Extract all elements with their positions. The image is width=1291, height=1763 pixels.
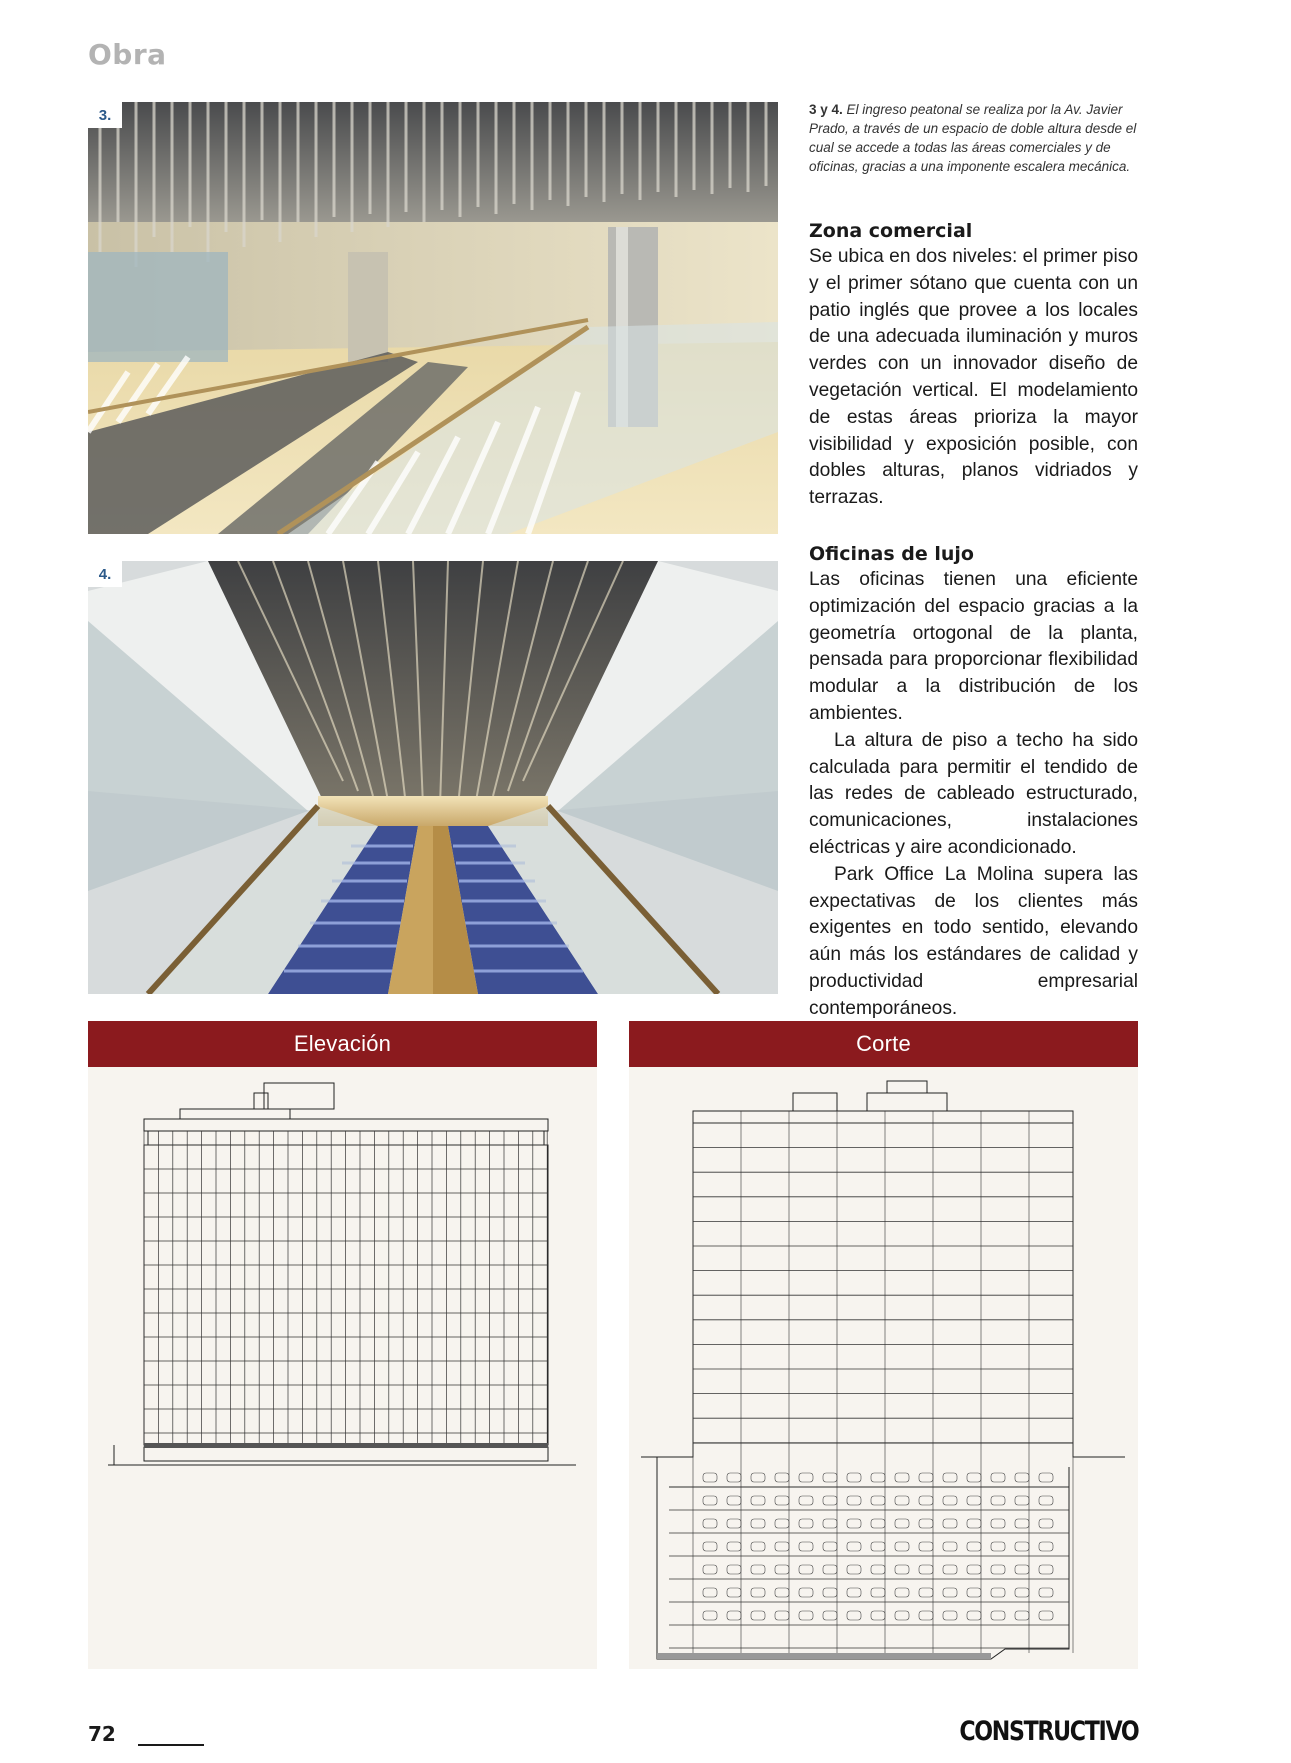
section-parked-car <box>943 1542 957 1551</box>
section-parked-car <box>823 1496 837 1505</box>
section-parked-car <box>823 1519 837 1528</box>
section-parked-car <box>775 1496 789 1505</box>
section-parked-car <box>799 1473 813 1482</box>
section-parked-car <box>775 1542 789 1551</box>
section-parked-car <box>703 1588 717 1597</box>
section-parked-car <box>871 1565 885 1574</box>
section-parked-car <box>991 1496 1005 1505</box>
section-parked-car <box>1015 1519 1029 1528</box>
section-parked-car <box>871 1473 885 1482</box>
section-parked-car <box>895 1473 909 1482</box>
section-parked-car <box>919 1611 933 1620</box>
section-parked-car <box>967 1473 981 1482</box>
section-parked-car <box>943 1496 957 1505</box>
section-parked-car <box>751 1565 765 1574</box>
photo-escalator-lobby <box>88 102 778 534</box>
elevation-title: Elevación <box>88 1021 597 1067</box>
section-parked-car <box>1039 1588 1053 1597</box>
caption-lead: 3 y 4. <box>809 102 843 117</box>
brand-logo: CONSTRUCTIVO <box>958 1716 1138 1747</box>
section-parked-car <box>943 1565 957 1574</box>
page-number: 72 <box>88 1722 116 1746</box>
section-parked-car <box>871 1611 885 1620</box>
paragraph-zona-comercial: Se ubica en dos niveles: el primer piso y el primer sótano que cuenta con un patio inglés que provee a los locales de una adecuada iluminación y muros verdes con un innovador diseño de vegetación vertical. El modelamiento de estas áreas prioriza la mayor visibilidad y exposición posible, con dobles alturas, planos vidriados y terrazas. <box>809 246 1138 509</box>
paragraph-oficinas-1: Las oficinas tienen una eficiente optimización del espacio gracias a la geometría ortogonal de la planta, pensada para proporcionar flexibilidad modular a la distribución de los ambientes. <box>809 569 1138 724</box>
section-parked-car <box>1015 1611 1029 1620</box>
photo-number-4: 4. <box>88 561 122 587</box>
section-oficinas-de-lujo <box>809 541 1138 1023</box>
elevation-drawing-panel <box>88 1021 597 1669</box>
section-parked-car <box>895 1542 909 1551</box>
heading-oficinas-de-lujo: Oficinas de lujo <box>809 543 974 565</box>
section-parked-car <box>1015 1496 1029 1505</box>
section-parked-car <box>871 1588 885 1597</box>
section-parked-car <box>967 1588 981 1597</box>
section-parked-car <box>967 1565 981 1574</box>
section-parked-car <box>823 1473 837 1482</box>
section-parked-car <box>751 1473 765 1482</box>
section-parked-car <box>895 1519 909 1528</box>
photo-escalator-view <box>88 561 778 994</box>
section-parked-car <box>895 1588 909 1597</box>
section-parked-car <box>943 1519 957 1528</box>
section-parked-car <box>919 1588 933 1597</box>
section-label: Obra <box>88 38 167 71</box>
section-parked-car <box>919 1542 933 1551</box>
section-parked-car <box>823 1542 837 1551</box>
section-parked-car <box>871 1496 885 1505</box>
section-parked-car <box>703 1496 717 1505</box>
section-parked-car <box>799 1611 813 1620</box>
section-parked-car <box>727 1473 741 1482</box>
section-parked-car <box>919 1565 933 1574</box>
section-parked-car <box>799 1565 813 1574</box>
section-parked-car <box>799 1588 813 1597</box>
section-parked-car <box>967 1519 981 1528</box>
section-parked-car <box>703 1473 717 1482</box>
photo-number-3: 3. <box>88 102 122 128</box>
section-parked-car <box>1015 1588 1029 1597</box>
section-parked-car <box>1015 1473 1029 1482</box>
section-parked-car <box>823 1565 837 1574</box>
section-zona-comercial <box>809 218 1138 512</box>
section-drawing <box>629 1067 1138 1669</box>
section-parked-car <box>919 1496 933 1505</box>
section-parked-car <box>991 1519 1005 1528</box>
section-parked-car <box>823 1611 837 1620</box>
section-parked-car <box>823 1588 837 1597</box>
section-parked-car <box>727 1542 741 1551</box>
section-parked-car <box>991 1542 1005 1551</box>
caption-text: El ingreso peatonal se realiza por la Av. Javier Prado, a través de un espacio de doble altura desde el cual se accede a todas las áreas comerciales y de oficinas, gracias a una imponente escalera mecánica. <box>809 102 1137 174</box>
section-parked-car <box>991 1473 1005 1482</box>
section-parked-car <box>967 1542 981 1551</box>
section-parked-car <box>799 1542 813 1551</box>
section-parked-car <box>1039 1542 1053 1551</box>
section-parked-car <box>751 1496 765 1505</box>
section-parked-car <box>751 1542 765 1551</box>
section-parked-car <box>847 1496 861 1505</box>
section-parked-car <box>751 1588 765 1597</box>
paragraph-oficinas-3: Park Office La Molina supera las expectativas de los clientes más exigentes en todo sentido, elevando aún más los estándares de calidad y productividad empresarial contemporáneos. <box>809 863 1138 1019</box>
section-parked-car <box>847 1565 861 1574</box>
section-parked-car <box>799 1496 813 1505</box>
section-parked-car <box>1015 1542 1029 1551</box>
section-parked-car <box>943 1611 957 1620</box>
section-parked-car <box>727 1496 741 1505</box>
section-parked-car <box>847 1473 861 1482</box>
footer-rule <box>138 1744 204 1746</box>
section-parked-car <box>991 1565 1005 1574</box>
section-parked-car <box>919 1519 933 1528</box>
section-parked-car <box>775 1611 789 1620</box>
section-parked-car <box>703 1542 717 1551</box>
section-parked-car <box>1039 1473 1053 1482</box>
heading-zona-comercial: Zona comercial <box>809 220 973 242</box>
section-parked-car <box>919 1473 933 1482</box>
section-parked-car <box>751 1519 765 1528</box>
section-parked-car <box>703 1611 717 1620</box>
section-parked-car <box>1039 1611 1053 1620</box>
photo-caption <box>809 100 1139 176</box>
section-parked-car <box>727 1588 741 1597</box>
section-parked-car <box>1039 1519 1053 1528</box>
section-parked-car <box>943 1588 957 1597</box>
section-parked-car <box>775 1473 789 1482</box>
section-parked-car <box>991 1611 1005 1620</box>
section-parked-car <box>991 1588 1005 1597</box>
section-parked-car <box>727 1611 741 1620</box>
section-parked-car <box>775 1588 789 1597</box>
section-parked-car <box>1039 1565 1053 1574</box>
paragraph-oficinas-2: La altura de piso a techo ha sido calculada para permitir el tendido de las redes de cableado estructurado, comunicaciones, instalaciones eléctricas y aire acondicionado. <box>809 729 1138 858</box>
section-parked-car <box>871 1542 885 1551</box>
section-parked-car <box>727 1519 741 1528</box>
section-parked-car <box>775 1565 789 1574</box>
section-parked-car <box>895 1565 909 1574</box>
section-drawing-panel <box>629 1021 1138 1669</box>
section-parked-car <box>847 1611 861 1620</box>
section-parked-car <box>943 1473 957 1482</box>
section-parked-car <box>703 1519 717 1528</box>
section-parked-car <box>1015 1565 1029 1574</box>
section-parked-car <box>871 1519 885 1528</box>
photo-4-image <box>88 561 778 994</box>
section-parked-car <box>1039 1496 1053 1505</box>
elevation-drawing <box>88 1067 597 1669</box>
section-parked-car <box>727 1565 741 1574</box>
section-parked-car <box>967 1611 981 1620</box>
section-parked-car <box>847 1519 861 1528</box>
section-parked-car <box>895 1496 909 1505</box>
section-title: Corte <box>629 1021 1138 1067</box>
section-parked-car <box>751 1611 765 1620</box>
section-parked-car <box>799 1519 813 1528</box>
section-parked-car <box>847 1542 861 1551</box>
photo-3-image <box>88 102 778 534</box>
section-parked-car <box>703 1565 717 1574</box>
section-parked-car <box>847 1588 861 1597</box>
section-parked-car <box>775 1519 789 1528</box>
section-parked-car <box>895 1611 909 1620</box>
section-parked-car <box>967 1496 981 1505</box>
